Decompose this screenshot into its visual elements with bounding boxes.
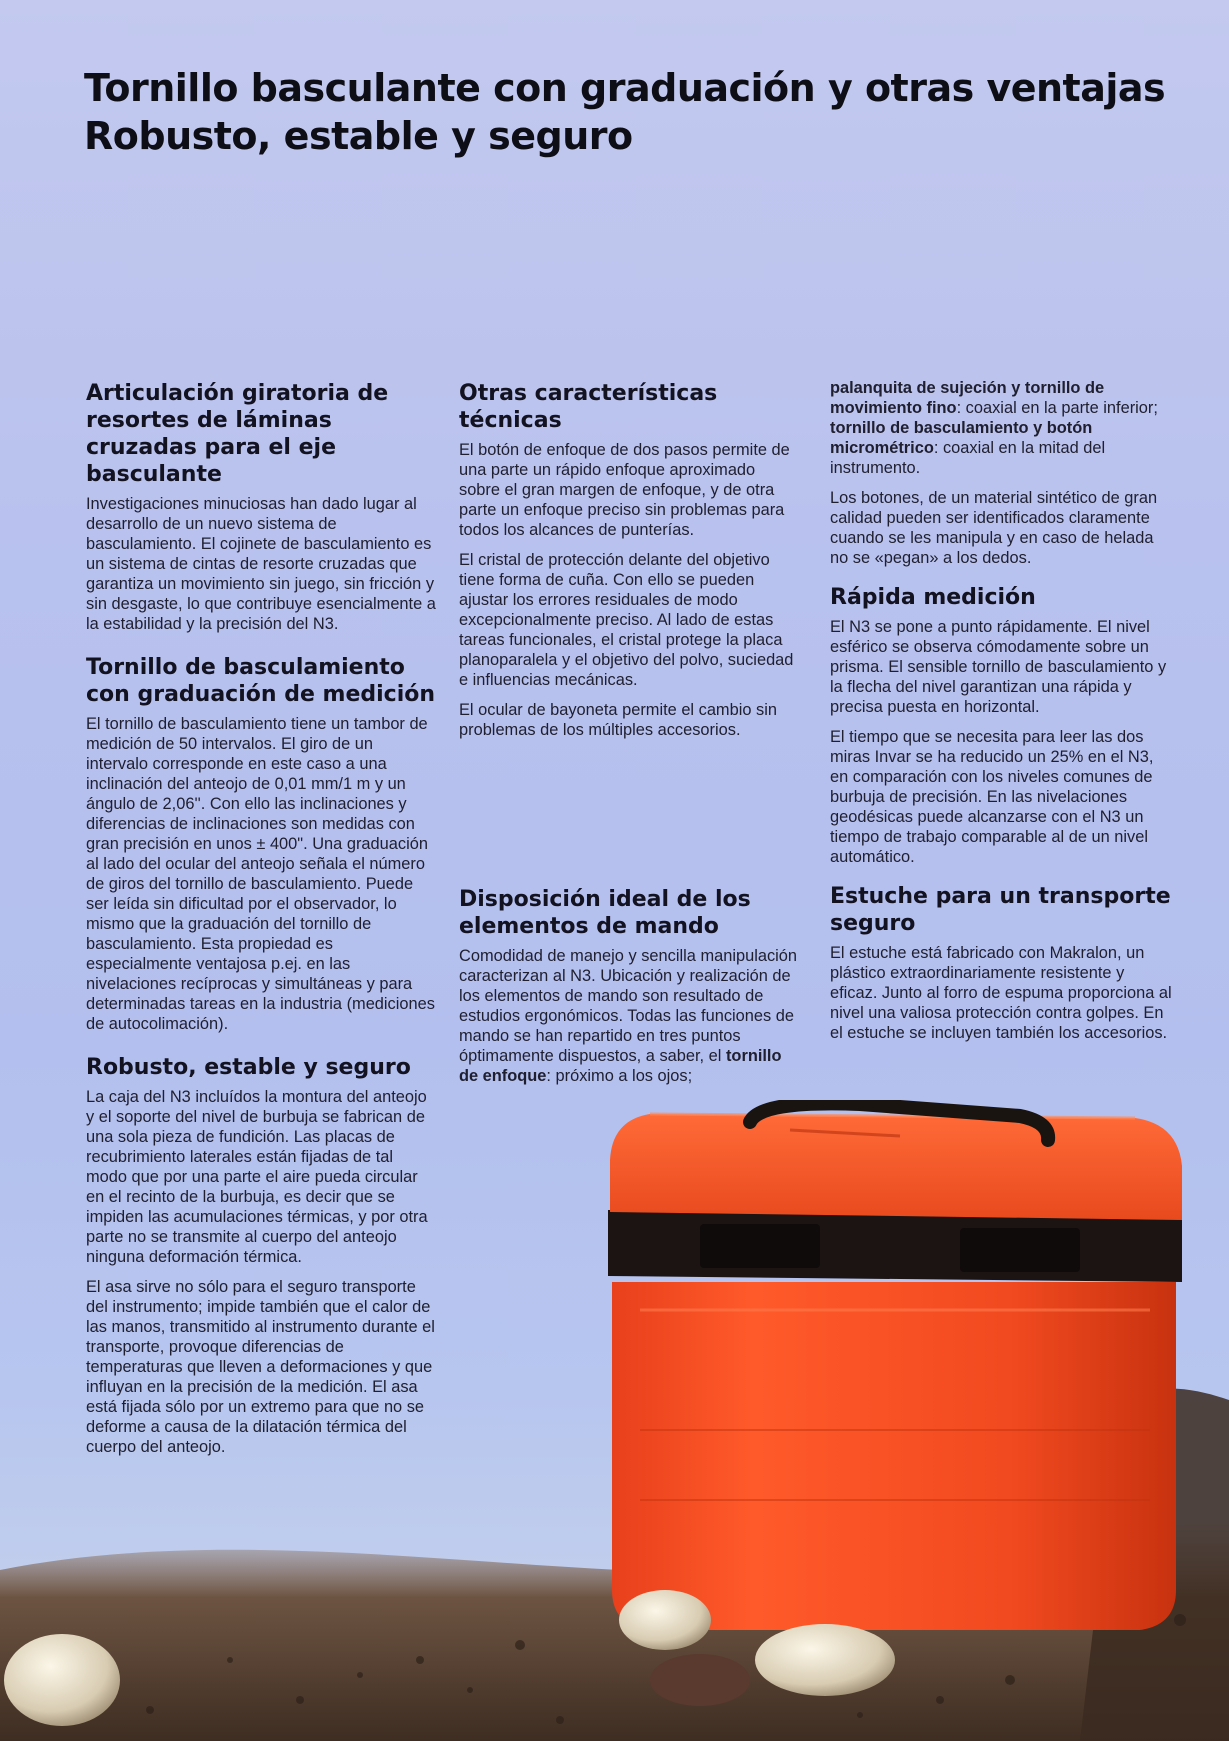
bold-term: palanquita de sujeción y tornillo de movimiento fino bbox=[830, 379, 1105, 417]
column-right bbox=[830, 378, 1175, 1059]
paragraph: El asa sirve no sólo para el seguro transporte del instrumento; impide también que el calor de las manos, transmitido al instrumento durante el transporte, provoque diferencias de temperaturas que lleven a deformaciones y que influyan en la precisión de la medición. El asa está fijada sólo por un extremo para que no se deforme a causa de la dilatación térmica del cuerpo del anteojo. bbox=[86, 1278, 435, 1456]
paragraph bbox=[830, 378, 1175, 478]
text-run: : coaxial en la parte inferior; bbox=[956, 399, 1158, 417]
text-run: Comodidad de manejo y sencilla manipulación caracterizan al N3. Ubicación y realización de los elementos de mando son resultado de estudios ergonómicos. Todas las funciones de mando se han repartido en tres puntos óptimamente dispuestos, a saber, el bbox=[459, 947, 798, 1065]
section-tornillo-basculamiento bbox=[86, 654, 436, 1034]
section-heading: Otras características técnicas bbox=[459, 381, 718, 433]
paragraph: El estuche está fabricado con Makralon, un plástico extraordinariamente resistente y eficaz. Junto al forro de espuma proporciona al nivel una valiosa protección contra golpes. En el estuche se incluyen también los accesorios. bbox=[830, 944, 1172, 1042]
section-articulacion bbox=[86, 380, 436, 634]
page-title bbox=[84, 64, 1184, 160]
section-heading: Robusto, estable y seguro bbox=[86, 1055, 411, 1080]
section-heading: Tornillo de basculamiento con graduación de medición bbox=[86, 655, 436, 707]
paragraph: El cristal de protección delante del objetivo tiene forma de cuña. Con ello se pueden ajustar los errores residuales de modo excepcionalmente preciso. Al lado de estas tareas funcionales, el cristal protege la placa planoparalela y el objetivo del polvo, suciedad e influencias mecánicas. bbox=[459, 551, 794, 689]
paragraph: Los botones, de un material sintético de gran calidad pueden ser identificados claramente cuando se les manipula y en caso de helada no se «pegan» a los dedos. bbox=[830, 489, 1158, 567]
column-middle bbox=[459, 380, 799, 1096]
section-rapida-medicion bbox=[830, 584, 1175, 867]
title-line-2: Robusto, estable y seguro bbox=[84, 114, 633, 158]
paragraph: Investigaciones minuciosas han dado lugar al desarrollo de un nuevo sistema de basculamiento. El cojinete de basculamiento es un sistema de cintas de resorte cruzadas que garantiza un movimiento sin juego, sin fricción y sin desgaste, lo que contribuye esencialmente a la estabilidad y la precisión del N3. bbox=[86, 495, 436, 633]
text-run: : coaxial en la mitad del instrumento. bbox=[830, 439, 1106, 477]
paragraph: El ocular de bayoneta permite el cambio sin problemas de los múltiples accesorios. bbox=[459, 701, 777, 739]
paragraph: El tornillo de basculamiento tiene un tambor de medición de 50 intervalos. El giro de un intervalo corresponde en este caso a una inclinación del anteojo de 0,01 mm/1 m y un ángulo de 2,06''. Con ello las inclinaciones y diferencias de inclinaciones son medidas con gran precisión en unos ± 400". Una graduación al lado del ocular del anteojo señala el número de giros del tornillo de basculamiento. Puede ser leída sin dificultad por el observador, lo mismo que la graduación del tornillo de basculamiento. Esta propiedad es especialmente ventajosa p.ej. en las nivelaciones recíprocas y simultáneas y para determinadas tareas en la industria (mediciones de autocolimación). bbox=[86, 715, 435, 1033]
section-otras-caracteristicas bbox=[459, 380, 799, 740]
section-estuche bbox=[830, 883, 1175, 1043]
section-continuacion bbox=[830, 378, 1175, 568]
bold-term: tornillo de enfoque bbox=[459, 1047, 782, 1085]
title-line-1: Tornillo basculante con graduación y otras ventajas bbox=[84, 66, 1166, 110]
paragraph bbox=[459, 946, 799, 1086]
paragraph: El tiempo que se necesita para leer las dos miras Invar se ha reducido un 25% en el N3, en comparación con los niveles comunes de burbuja de precisión. En las nivelaciones geodésicas puede alcanzarse con el N3 un tiempo de trabajo comparable al de un nivel automático. bbox=[830, 728, 1154, 866]
bold-term: tornillo de basculamiento y botón micrométrico bbox=[830, 419, 1093, 457]
section-heading: Estuche para un transporte seguro bbox=[830, 884, 1171, 936]
paragraph: El botón de enfoque de dos pasos permite de una parte un rápido enfoque aproximado sobre el gran margen de enfoque, y de otra parte un enfoque preciso sin problemas para todos los alcances de punterías. bbox=[459, 441, 790, 539]
section-heading: Rápida medición bbox=[830, 585, 1036, 610]
section-heading: Articulación giratoria de resortes de láminas cruzadas para el eje basculante bbox=[86, 381, 389, 487]
product-photo-carrying-case bbox=[0, 1100, 1229, 1741]
paragraph: La caja del N3 incluídos la montura del anteojo y el soporte del nivel de burbuja se fabrican de una sola pieza de fundición. Las placas de recubrimiento laterales están fijadas de tal modo que por una parte el aire pueda circular en el recinto de la burbuja, es decir que se impiden las acumulaciones térmicas, y por otra parte no se transmite al cuerpo del anteojo ninguna deformación térmica. bbox=[86, 1088, 428, 1266]
paragraph: El N3 se pone a punto rápidamente. El nivel esférico se observa cómodamente sobre un prisma. El sensible tornillo de basculamiento y la flecha del nivel garantizan una rápida y precisa puesta en horizontal. bbox=[830, 618, 1167, 716]
section-heading: Disposición ideal de los elementos de mando bbox=[459, 887, 751, 939]
text-run: : próximo a los ojos; bbox=[546, 1067, 693, 1085]
section-disposicion bbox=[459, 886, 799, 1086]
